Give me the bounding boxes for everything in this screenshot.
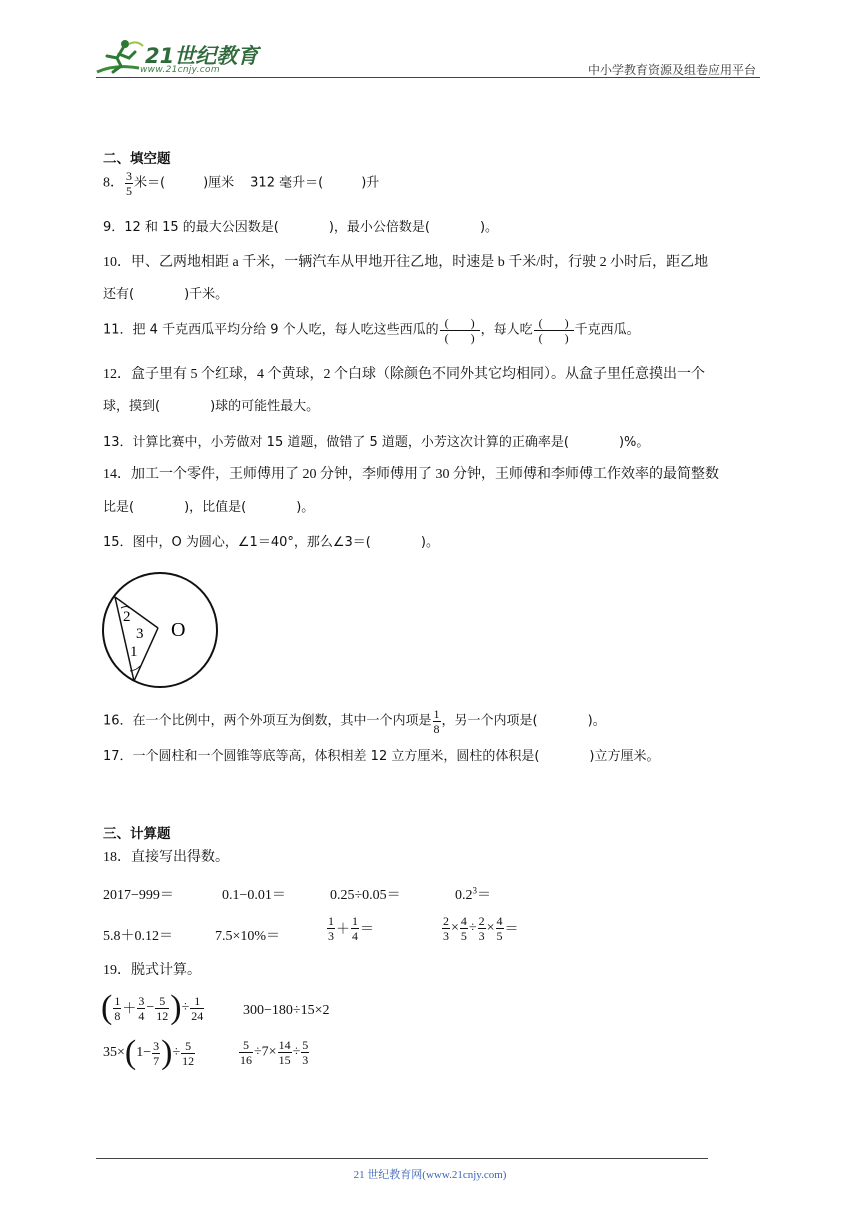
logo-url: www.21cnjy.com bbox=[140, 65, 220, 75]
angle-label-1: 1 bbox=[130, 644, 138, 660]
footer-divider bbox=[96, 1158, 708, 1159]
question-18-title: 18．直接写出得数。 bbox=[103, 850, 229, 865]
header-divider bbox=[96, 77, 760, 78]
q19-expr-1: ( $\frac{1}{8}$ ＋ $\frac{3}{4}$ − $\frac{5}{12}$ )÷ $\frac{1}{24}$ bbox=[101, 989, 204, 1026]
center-label-o: O bbox=[171, 619, 186, 641]
circle-angle-diagram bbox=[100, 570, 222, 690]
question-11: 11．把 4 千克西瓜平均分给 9 个人吃，每人吃这些西瓜的 $\frac{( )}{( )}$ ，每人吃 $\frac{( )}{( )}$ 千克西瓜。 bbox=[103, 316, 640, 345]
q8-fraction: $\frac{3}{5}$ bbox=[126, 169, 132, 198]
q11-blank-fraction-1: $\frac{( )}{( )}$ bbox=[440, 316, 480, 345]
q19-expr-4: $\frac{5}{16}$ ÷7× $\frac{14}{15}$ ÷ $\frac{5}{3}$ bbox=[240, 1038, 309, 1067]
angle-label-2: 2 bbox=[123, 609, 131, 625]
q8-text-c: 312 毫升＝( bbox=[250, 175, 324, 191]
question-12-line1: 12．盒子里有 5 个红球，4 个黄球，2 个白球（除颜色不同外其它均相同）。从盒子里任意摸出一个 bbox=[103, 367, 705, 382]
question-19-title: 19．脱式计算。 bbox=[103, 963, 201, 978]
footer-text: 21 世纪教育网(www.21cnjy.com) bbox=[353, 1169, 507, 1181]
question-14-line1: 14．加工一个零件，王师傅用了 20 分钟，李师傅用了 30 分钟，王师傅和李师傅工作效率的最简整数 bbox=[103, 467, 719, 482]
question-17: 17．一个圆柱和一个圆锥等底等高，体积相差 12 立方厘米，圆柱的体积是( )立方厘米。 bbox=[103, 749, 660, 764]
q18-expr-5: 5.8＋0.12＝ bbox=[103, 929, 173, 944]
logo-text: 21世纪教育 bbox=[145, 44, 259, 68]
question-8 bbox=[103, 169, 379, 198]
question-16: 16．在一个比例中，两个外项互为倒数，其中一个内项是 $\frac{1}{8}$ ，另一个内项是( )。 bbox=[103, 707, 606, 736]
question-9: 9．12 和 15 的最大公因数是( )，最小公倍数是( )。 bbox=[103, 220, 499, 235]
section-title-fill-blank: 二、填空题 bbox=[103, 151, 171, 167]
q8-text-a: 米＝( bbox=[134, 175, 166, 191]
q11-blank-fraction-2: $\frac{( )}{( )}$ bbox=[534, 316, 574, 345]
q18-expr-8: $\frac{2}{3}$ × $\frac{4}{5}$ ÷ $\frac{2}{3}$ × $\frac{4}{5}$ ＝ bbox=[443, 914, 519, 943]
question-10-line1: 10．甲、乙两地相距 a 千米，一辆汽车从甲地开往乙地，时速是 b 千米/时，行驶 2 小时后，距乙地 bbox=[103, 255, 709, 270]
q18-expr-3: 0.25÷0.05＝ bbox=[330, 888, 401, 903]
q8-number: 8． bbox=[103, 175, 124, 191]
q19-expr-3: 35×(1− $\frac{3}{7}$ )÷ $\frac{5}{12}$ bbox=[103, 1034, 195, 1071]
q8-text-d: )升 bbox=[361, 175, 380, 191]
q19-expr-2: 300−180÷15×2 bbox=[243, 1003, 330, 1018]
q8-text-b: )厘米 bbox=[203, 175, 235, 191]
q16-fraction: $\frac{1}{8}$ bbox=[433, 707, 440, 736]
question-14-line2: 比是( )，比值是( )。 bbox=[103, 500, 315, 515]
q18-expr-6: 7.5×10%＝ bbox=[215, 929, 281, 944]
question-12-line2: 球，摸到( )球的可能性最大。 bbox=[103, 399, 320, 414]
question-13: 13．计算比赛中，小芳做对 15 道题，做错了 5 道题，小芳这次计算的正确率是( )%。 bbox=[103, 435, 650, 450]
question-15: 15．图中，O 为圆心，∠1＝40°，那么∠3＝( )。 bbox=[103, 535, 439, 550]
q18-expr-7: $\frac{1}{3}$ ＋ $\frac{1}{4}$ ＝ bbox=[328, 914, 374, 943]
circle-outline bbox=[103, 573, 217, 687]
q18-expr-4: $0.2^3=$ bbox=[455, 885, 491, 903]
q18-expr-1: 2017−999＝ bbox=[103, 888, 174, 903]
q18-expr-2: 0.1−0.01＝ bbox=[222, 888, 286, 903]
section-title-calculation: 三、计算题 bbox=[103, 826, 171, 842]
question-10-line2: 还有( )千米。 bbox=[103, 287, 229, 302]
platform-name: 中小学教育资源及组卷应用平台 bbox=[587, 63, 756, 77]
angle-arc-2 bbox=[121, 607, 129, 609]
angle-label-3: 3 bbox=[136, 626, 144, 642]
